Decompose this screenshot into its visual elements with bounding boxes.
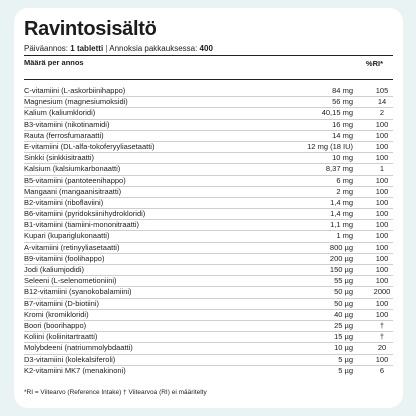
nutrient-amount: 50 µg xyxy=(334,287,353,297)
daily-serving-value: 1 tabletti xyxy=(70,44,104,53)
nutrient-amount: 16 mg xyxy=(332,119,353,129)
serving-separator: | xyxy=(103,44,110,53)
nutrient-name: B12-vitamiini (syanokobalamiini) xyxy=(24,287,132,297)
nutrient-name: Molybdeeni (natriummolybdaatti) xyxy=(24,343,133,353)
nutrient-amount: 2 mg xyxy=(336,186,353,196)
nutrient-ri: 100 xyxy=(375,354,389,364)
table-row xyxy=(24,265,393,276)
nutrient-name: Magnesium (magnesiumoksidi) xyxy=(24,97,128,107)
nutrient-amount: 55 µg xyxy=(334,276,353,286)
nutrient-ri: 2000 xyxy=(373,287,391,297)
nutrient-ri: 100 xyxy=(375,175,389,185)
servings-per-package-label: Annoksia pakkauksessa: xyxy=(109,44,200,53)
nutrient-name: B1-vitamiini (tiamiini-mononitraatti) xyxy=(24,220,140,230)
table-row xyxy=(24,231,393,242)
nutrient-amount: 40,15 mg xyxy=(321,108,353,118)
nutrient-name: Boori (boorihappo) xyxy=(24,320,87,330)
nutrient-amount: 150 µg xyxy=(329,265,353,274)
table-row xyxy=(24,153,393,164)
serving-info xyxy=(24,43,393,54)
nutrient-ri: † xyxy=(379,332,385,342)
nutrient-ri: 100 xyxy=(375,141,389,151)
nutrient-name: Kupari (kupariglukonaatti) xyxy=(24,231,110,241)
servings-per-package-value: 400 xyxy=(199,44,213,53)
nutrient-amount: 10 µg xyxy=(334,343,353,353)
nutrient-ri: 6 xyxy=(379,365,385,375)
table-row xyxy=(24,355,393,366)
table-row xyxy=(24,366,393,376)
nutrient-ri: 100 xyxy=(375,119,389,129)
table-row xyxy=(24,310,393,321)
nutrient-name: A-vitamiini (retinyyliasetaatti) xyxy=(24,242,120,252)
nutrient-amount: 6 mg xyxy=(336,175,353,185)
table-row xyxy=(24,108,393,119)
nutrient-name: Koliini (koliinitartraatti) xyxy=(24,332,98,342)
nutrient-amount: 800 µg xyxy=(329,242,353,252)
nutrient-ri: † xyxy=(379,320,385,330)
table-row xyxy=(24,299,393,310)
nutrient-name: E-vitamiini (DL-alfa-tokoferyyliasetaatti) xyxy=(24,141,155,151)
footnote: *RI = Viitearvo (Reference Intake) † Viitearvoa (RI) ei määritelty xyxy=(24,389,207,396)
nutrient-ri: 1 xyxy=(379,164,385,174)
nutrient-ri: 100 xyxy=(375,242,389,252)
table-row xyxy=(24,86,393,97)
nutrient-name: Rauta (ferrosfumaraatti) xyxy=(24,130,104,140)
nutrient-amount: 56 mg xyxy=(332,97,353,107)
table-header xyxy=(24,55,393,80)
nutrient-name: Kalsium (kalsiumkarbonaatti) xyxy=(24,164,121,174)
nutrient-ri: 105 xyxy=(375,86,389,95)
nutrient-ri: 100 xyxy=(375,186,389,196)
nutrient-amount: 10 mg xyxy=(332,153,353,163)
nutrient-name: Kalium (kaliumkloridi) xyxy=(24,108,96,118)
nutrient-name: B9-vitamiini (foolihappo) xyxy=(24,253,105,263)
table-row xyxy=(24,176,393,187)
nutrient-amount: 1,4 mg xyxy=(330,197,353,207)
nutrient-name: D3-vitamiini (kolekalsiferoli) xyxy=(24,354,116,364)
nutrient-ri: 100 xyxy=(375,265,389,274)
nutrient-amount: 12 mg (18 IU) xyxy=(307,141,353,151)
nutrient-amount: 15 µg xyxy=(334,332,353,342)
table-row xyxy=(24,332,393,343)
nutrient-ri: 100 xyxy=(375,209,389,219)
table-row xyxy=(24,287,393,298)
nutrient-ri: 100 xyxy=(375,309,389,319)
nutrient-name: B6-vitamiini (pyridoksiinihydrokloridi) xyxy=(24,209,146,219)
nutrient-amount: 1 mg xyxy=(336,231,353,241)
table-row xyxy=(24,97,393,108)
nutrient-ri: 100 xyxy=(375,276,389,286)
table-row xyxy=(24,187,393,198)
nutrient-ri: 100 xyxy=(375,130,389,140)
nutrient-name: C-vitamiini (L-askorbiinihappo) xyxy=(24,86,126,95)
table-row xyxy=(24,120,393,131)
table-row xyxy=(24,343,393,354)
nutrient-ri: 20 xyxy=(377,343,387,353)
amount-per-serving-header: Määrä per annos xyxy=(24,58,84,67)
page-title: Ravintosisältö xyxy=(24,18,157,40)
nutrient-amount: 8,37 mg xyxy=(325,164,353,174)
nutrient-name: B3-vitamiini (nikotinamidi) xyxy=(24,119,110,129)
nutrient-ri: 100 xyxy=(375,298,389,308)
table-row xyxy=(24,142,393,153)
nutrient-name: K2-vitamiini MK7 (menakinoni) xyxy=(24,365,126,375)
daily-serving-label: Päiväannos: xyxy=(24,44,71,53)
nutrient-ri: 14 xyxy=(377,97,387,107)
nutrient-amount: 50 µg xyxy=(334,298,353,308)
nutrient-name: B7-vitamiini (D-biotiini) xyxy=(24,298,100,308)
nutrition-card xyxy=(14,8,403,408)
table-row xyxy=(24,164,393,175)
table-row xyxy=(24,198,393,209)
nutrient-ri: 100 xyxy=(375,231,389,241)
nutrient-amount: 40 µg xyxy=(334,309,353,319)
table-row xyxy=(24,220,393,231)
ri-header: %RI* xyxy=(365,59,383,68)
nutrient-name: Kromi (kromikloridi) xyxy=(24,309,89,319)
nutrient-name: Sinkki (sinkkisitraatti) xyxy=(24,153,95,163)
nutrient-amount: 1,1 mg xyxy=(330,220,353,230)
nutrient-amount: 14 mg xyxy=(332,130,353,140)
nutrient-amount: 25 µg xyxy=(334,320,353,330)
nutrient-ri: 100 xyxy=(375,220,389,230)
table-row xyxy=(24,209,393,220)
nutrient-name: Jodi (kaliumjodidi) xyxy=(24,265,85,274)
nutrient-ri: 100 xyxy=(375,153,389,163)
nutrient-amount: 5 µg xyxy=(338,365,353,375)
table-row xyxy=(24,131,393,142)
nutrient-name: B2-vitamiini (riboflaviini) xyxy=(24,197,104,207)
nutrient-amount: 200 µg xyxy=(329,253,353,263)
nutrient-amount: 84 mg xyxy=(332,86,353,95)
nutrient-ri: 100 xyxy=(375,253,389,263)
nutrient-table xyxy=(24,86,393,376)
nutrient-ri: 100 xyxy=(375,197,389,207)
table-row xyxy=(24,276,393,287)
nutrient-name: Seleeni (L-selenometioniini) xyxy=(24,276,117,286)
table-row xyxy=(24,321,393,332)
table-row xyxy=(24,254,393,265)
nutrient-amount: 1,4 mg xyxy=(330,209,353,219)
nutrient-name: Mangaani (mangaanisitraatti) xyxy=(24,186,122,196)
nutrient-name: B5-vitamiini (pantoteenihappo) xyxy=(24,175,126,185)
table-row xyxy=(24,243,393,254)
nutrient-amount: 5 µg xyxy=(338,354,353,364)
nutrient-ri: 2 xyxy=(379,108,385,118)
